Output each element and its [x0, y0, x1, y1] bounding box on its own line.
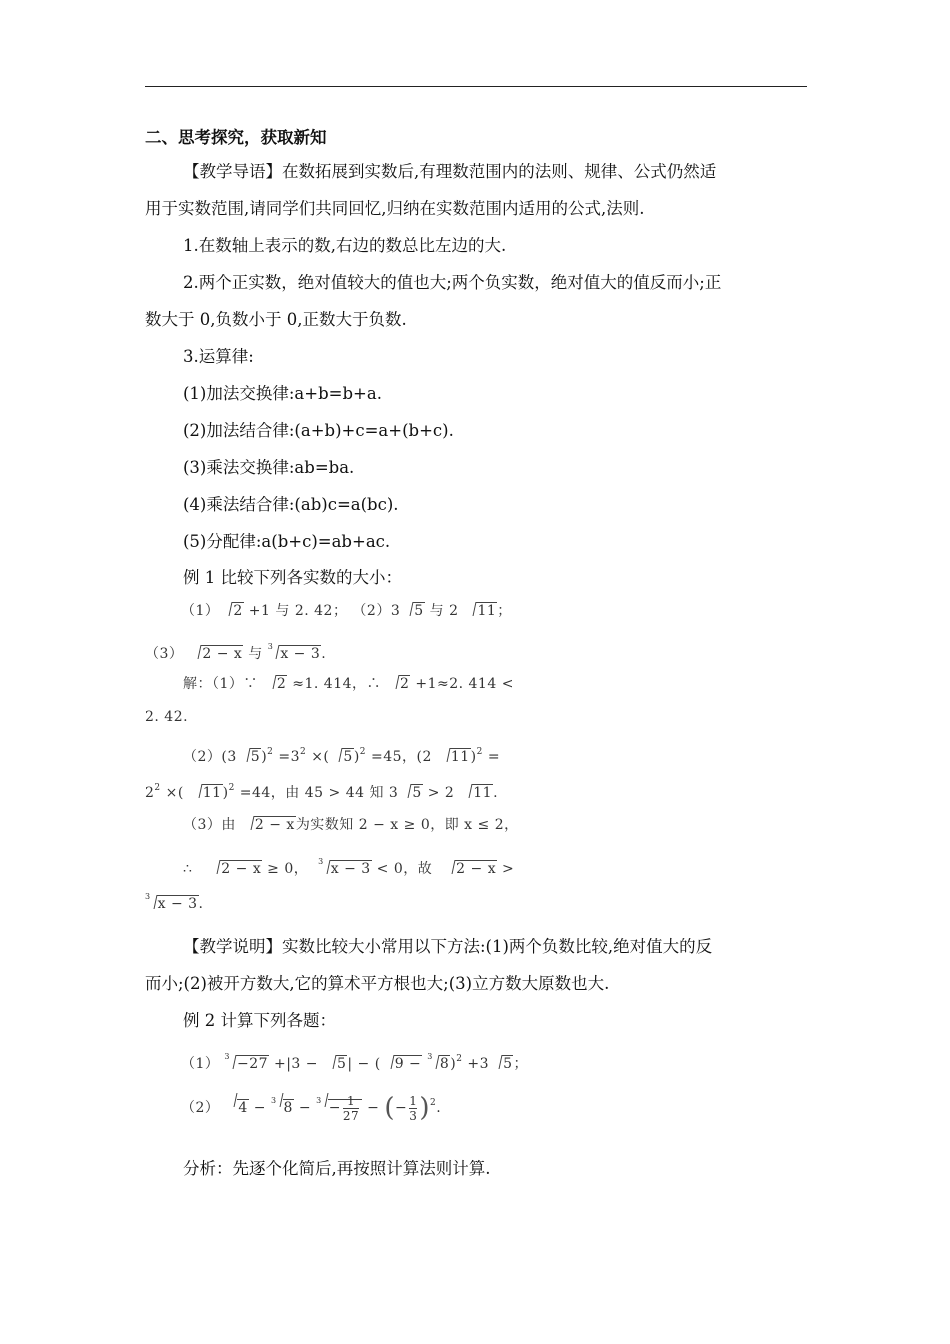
exponent: 2: [267, 747, 274, 757]
sqrt-symbol: [331, 746, 353, 768]
paren: ): [261, 749, 268, 765]
right-paren: ): [419, 1093, 431, 1123]
header-rule: [145, 86, 807, 87]
rule-1: 1.在数轴上表示的数,右边的数总比左边的大.: [183, 236, 507, 255]
text: .: [436, 1100, 442, 1116]
section-heading: 二、思考探究，获取新知: [145, 128, 327, 147]
text: （2）(3: [183, 749, 237, 765]
radicand: 8: [283, 1100, 293, 1116]
law-commutative-mul: (3)乘法交换律:ab=ba.: [183, 458, 355, 477]
text: =44，由 45 > 44 知 3: [239, 785, 399, 801]
cbrt-symbol: [319, 858, 372, 880]
example-2-title: 例 2 计算下列各题：: [183, 1011, 336, 1030]
text: −: [367, 1100, 380, 1116]
example-1-q3: [145, 636, 326, 665]
radicand: x − 3: [330, 861, 371, 877]
text: >: [502, 861, 515, 877]
sqrt-symbol: [444, 858, 497, 880]
text: =3: [278, 749, 300, 765]
text: −: [328, 1100, 341, 1116]
denominator: 3: [409, 1108, 418, 1123]
radicand: [328, 1093, 363, 1123]
fraction: [409, 1094, 417, 1123]
radicand: 11: [202, 785, 222, 801]
solution-3-line-1: [183, 814, 519, 836]
law-associative-mul: (4)乘法结合律:(ab)c=a(bc).: [183, 495, 399, 514]
text: 与: [248, 646, 263, 662]
sqrt-symbol: [461, 782, 493, 804]
sqrt-symbol: [388, 673, 410, 695]
label: （2）: [181, 1100, 220, 1116]
solution-2-line-1: [183, 741, 500, 768]
sqrt-symbol: [402, 600, 424, 622]
numerator: 1: [409, 1093, 418, 1108]
sqrt-symbol: [243, 814, 296, 836]
label: （3）: [145, 646, 184, 662]
sqrt-symbol: [221, 600, 243, 622]
law-distributive: (5)分配律:a(b+c)=ab+ac.: [183, 532, 391, 551]
radicand: 2 − x: [202, 646, 243, 662]
root-index: 3: [427, 1052, 433, 1061]
fraction: [343, 1094, 359, 1123]
exponent: 2: [154, 783, 161, 793]
solution-1-line-2: 2. 42.: [145, 709, 189, 725]
text: 解：（1）∵: [183, 676, 258, 692]
analysis: 分析：先逐个化简后,再按照计算法则计算.: [183, 1159, 491, 1178]
radicand: 5: [503, 1056, 513, 1072]
sqrt-symbol: [239, 746, 261, 768]
text: .: [493, 785, 499, 801]
sqrt-symbol: [383, 1053, 423, 1075]
paren: ): [450, 1056, 457, 1072]
radicand: 2 − x: [456, 861, 497, 877]
radicand: 11: [473, 785, 493, 801]
text: （3）由: [183, 817, 236, 833]
denominator: 27: [342, 1108, 360, 1123]
radicand: 5: [250, 749, 261, 765]
radicand: 2: [399, 676, 410, 692]
guide-line-1: 【教学导语】在数拓展到实数后,有理数范围内的法则、规律、公式仍然适: [183, 162, 717, 181]
text: −: [253, 1100, 266, 1116]
exponent: 2: [359, 747, 367, 757]
radicand: 9 −: [394, 1056, 422, 1072]
exponent: 2: [476, 747, 483, 757]
sqrt-symbol: [491, 1053, 513, 1075]
sqrt-symbol: [191, 782, 223, 804]
root-index: 3: [270, 1096, 277, 1105]
radicand: 2 − x: [254, 817, 295, 833]
text: .: [198, 896, 204, 912]
root-index: 3: [224, 1052, 230, 1061]
example-2-problem-1: [181, 1046, 528, 1075]
root-index: 3: [318, 857, 324, 866]
text: > 2: [427, 785, 455, 801]
root-index: 3: [267, 642, 274, 651]
text: −: [298, 1100, 312, 1116]
text: ；: [497, 603, 512, 619]
text: +1≈2. 414 <: [415, 676, 514, 692]
radicand: 11: [477, 603, 497, 619]
cbrt-symbol: [272, 1091, 294, 1125]
cbrt-symbol: [317, 1091, 363, 1125]
text: +3: [467, 1056, 490, 1072]
cbrt-symbol: [146, 893, 199, 915]
radicand: 2: [233, 603, 243, 619]
text: =: [487, 749, 501, 765]
solution-3-line-3: [145, 886, 203, 915]
text: =45，(2: [370, 749, 432, 765]
exponent: 2: [430, 1098, 437, 1108]
text: .: [321, 646, 327, 662]
radicand: −27: [236, 1056, 269, 1072]
radicand: 5: [412, 785, 422, 801]
text: ；: [513, 1056, 528, 1072]
sqrt-symbol: [209, 858, 262, 880]
example-1-title: 例 1 比较下列各实数的大小：: [183, 568, 402, 587]
numerator: 1: [343, 1094, 359, 1109]
text: +|3 −: [273, 1056, 319, 1072]
radicand: 5: [414, 603, 424, 619]
cbrt-symbol: [225, 1053, 269, 1075]
note-line-2: 而小;(2)被开方数大,它的算术平方根也大;(3)立方数大原数也大.: [145, 974, 610, 993]
radicand: x − 3: [280, 646, 321, 662]
root-index: 3: [145, 892, 151, 901]
radicand: x − 3: [157, 896, 198, 912]
label: （1）: [181, 1056, 220, 1072]
exponent: 2: [456, 1054, 463, 1064]
sqrt-symbol: [325, 1053, 347, 1075]
law-commutative-add: (1)加法交换律:a+b=b+a.: [183, 384, 382, 403]
sqrt-symbol: [465, 600, 497, 622]
text: < 0，故: [376, 861, 433, 877]
text: ×(: [165, 785, 184, 801]
rule-3: 3.运算律:: [183, 347, 254, 366]
example-2-problem-2: [181, 1084, 441, 1125]
radicand: 4: [238, 1100, 248, 1116]
exponent: 2: [228, 783, 235, 793]
solution-1-line-1: [183, 673, 514, 695]
example-1-q1-q2: [181, 600, 512, 622]
text: ≈1. 414，∴: [292, 676, 382, 692]
paren: ): [222, 785, 229, 801]
cbrt-symbol: [268, 643, 321, 665]
radicand: 11: [450, 749, 470, 765]
paren: ): [470, 749, 477, 765]
radicand: 5: [343, 749, 353, 765]
solution-3-line-2: [183, 851, 514, 880]
radicand: 2: [276, 676, 287, 692]
sqrt-symbol: [190, 643, 243, 665]
note-line-1: 【教学说明】实数比较大小常用以下方法:(1)两个负数比较,绝对值大的反: [183, 937, 713, 956]
text: +1 与 2. 42；: [248, 603, 348, 619]
label: （1）: [181, 603, 220, 619]
sqrt-symbol: [400, 782, 422, 804]
rule-2-line-2: 数大于 0,负数小于 0,正数大于负数.: [145, 310, 407, 329]
guide-line-2: 用于实数范围,请同学们共同回忆,归纳在实数范围内适用的公式,法则.: [145, 199, 645, 218]
paren: ): [353, 749, 360, 765]
sqrt-symbol: [439, 746, 471, 768]
radicand: 2 − x: [221, 861, 262, 877]
rule-2-line-1: 2.两个正实数，绝对值较大的值也大;两个负实数，绝对值大的值反而小;正: [183, 273, 722, 292]
cbrt-symbol: [428, 1053, 450, 1075]
text: 为实数知 2 − x ≥ 0，即 x ≤ 2，: [295, 817, 519, 833]
text: ∴: [183, 861, 193, 877]
sqrt-symbol: [226, 1091, 248, 1125]
text: −: [395, 1100, 408, 1116]
text: | − (: [347, 1056, 381, 1072]
text: ≥ 0，: [267, 861, 309, 877]
root-index: 3: [316, 1096, 322, 1105]
exponent: 2: [300, 747, 307, 757]
text: 2: [145, 785, 155, 801]
law-associative-add: (2)加法结合律:(a+b)+c=a+(b+c).: [183, 421, 454, 440]
text: ×(: [311, 749, 330, 765]
left-paren: (: [384, 1093, 395, 1123]
radicand: 5: [336, 1056, 347, 1072]
label: （2）3: [352, 603, 401, 619]
radicand: 8: [439, 1056, 450, 1072]
text: 与 2: [429, 603, 459, 619]
solution-2-line-2: [145, 777, 498, 804]
sqrt-symbol: [265, 673, 287, 695]
